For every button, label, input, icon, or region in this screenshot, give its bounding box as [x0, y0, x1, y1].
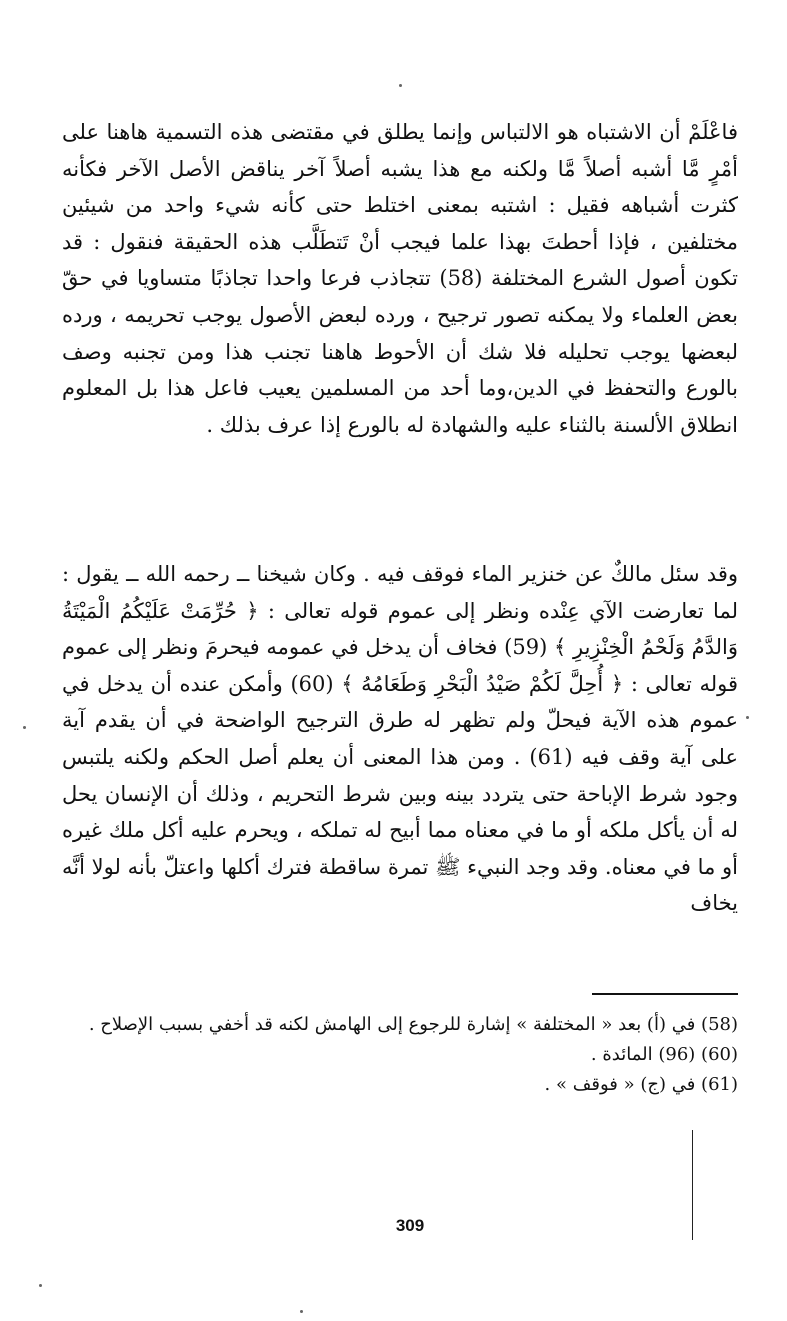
body-paragraph-2: وقد سئل مالكٌ عن خنزير الماء فوقف فيه . وكان شيخنا ــ رحمه الله ــ يقول : لما تعارضت الآي عِنْده ونظر إلى عموم قوله تعالى : ﴿ حُرِّمَتْ عَلَيْكُمُ الْمَيْتَةُ وَالدَّمُ وَلَحْمُ الْخِنْزِيرِ ﴾ (59) فخاف أن يدخل في عمومه فيحرمَ ونظر إلى عموم قوله تعالى : ﴿ أُحِلَّ لَكُمْ صَيْدُ الْبَحْرِ وَطَعَامُهُ ﴾ (60) وأمكن عنده أن يدخل في عموم هذه الآية فيحلّ ولم تظهر له طرق الترجيح الواضحة في أن يقدم آية على آية وقف فيه (61) . ومن هذا المعنى أن يعلم أصل الحكم ولكنه يلتبس وجود شرط الإباحة حتى يتردد بينه وبين شرط التحريم ، وذلك أن الإنسان يحل له أن يأكل ملكه أو ما في معناه مما أبيح له تملكه ، ويحرم عليه أكل ملك غيره أو ما في معناه. وقد وجد النبيء ﷺ تمرة ساقطة فترك أكلها واعتلّ بأنه لولا أنَّه يخاف: [62, 562, 738, 916]
footnote-58: (58) في (أ) بعد « المختلفة » إشارة للرجوع إلى الهامش لكنه قد أخفي بسبب الإصلاح .: [88, 1014, 738, 1035]
footnotes: [70, 1010, 738, 1100]
page-number: 309: [395, 1216, 425, 1235]
scan-speck: [300, 1310, 303, 1313]
body-paragraph-1: فاعْلَمْ أن الاشتباه هو الالتباس وإنما يطلق في مقتضى هذه التسمية هاهنا على أمْرٍ مَّا أشبه أصلاً مَّا ولكنه مع هذا يشبه أصلاً آخر يناقض الأصل الآخر فكأنه كثرت أشباهه فقيل : اشتبه بمعنى اختلط حتى كأنه شيء واحد من شيئين مختلفين ، فإذا أحطتَ بهذا علما فيجب أنْ تَتطَلَّب هذه الحقيقة فنقول : قد تكون أصول الشرع المختلفة (58) تتجاذب فرعا واحدا تجاذبًا متساويا في حقّ بعض العلماء ولا يمكنه تصور ترجيح ، ورده لبعض الأصول يوجب تحريمه ، ورده لبعضها يوجب تحليله فلا شك أن الأحوط هاهنا تجنب هذا ومن تجنبه وصف بالورع والتحفظ في الدين،وما أحد من المسلمين يعيب فاعل هذا بل المعلوم انطلاق الألسنة بالثناء عليه والشهادة له بالورع إذا عرف بذلك .: [62, 120, 738, 437]
footnote-separator: [592, 993, 738, 995]
scan-speck: [23, 726, 26, 729]
scan-speck: [39, 1284, 42, 1287]
margin-line: [692, 1130, 693, 1240]
scan-speck: [399, 84, 402, 87]
footnote-61: (61) في (ج) « فوقف » .: [544, 1074, 738, 1095]
footnote-60: (60) (96) المائدة .: [590, 1044, 738, 1065]
scan-speck: [746, 716, 749, 719]
